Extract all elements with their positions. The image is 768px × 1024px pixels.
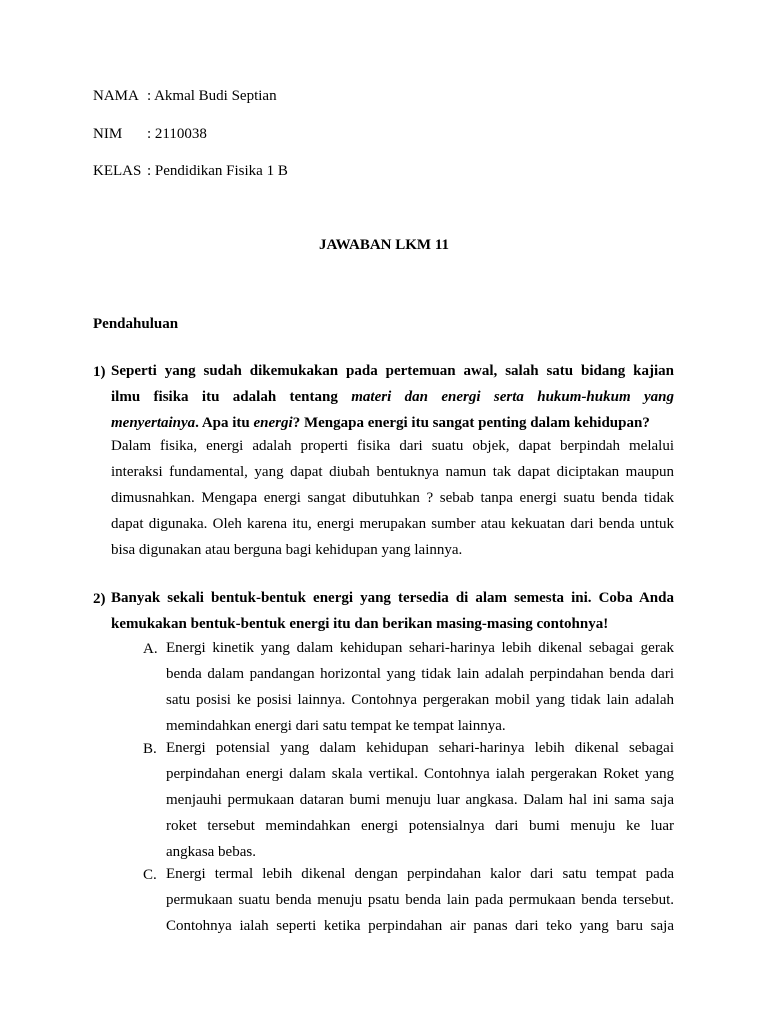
kelas-label: KELAS (93, 163, 142, 179)
q1-question (111, 358, 674, 436)
q1-answer-line: bisa digunakan atau berguna bagi kehidupan yang lainnya. (111, 542, 463, 558)
q1-italic-phrase: materi dan energi serta hukum-hukum yang (351, 389, 674, 405)
item-a-text (166, 635, 674, 739)
q1-line: Seperti yang sudah dikemukakan pada pertemuan awal, salah satu bidang kajian (111, 363, 674, 379)
q1-answer-line: dimusnahkan. Mengapa energi sangat dibutuhkan ? sebab tanpa energi suatu benda tidak (111, 490, 674, 506)
section-heading: Pendahuluan (93, 316, 179, 332)
q2-question (111, 585, 674, 637)
q1-answer-line: Dalam fisika, energi adalah properti fisika dari suatu objek, dapat berpindah melalui (111, 438, 674, 454)
nim-row (93, 125, 207, 143)
item-c-marker: C. (143, 867, 157, 883)
kelas-value: : Pendidikan Fisika 1 B (147, 163, 288, 179)
item-c-text (166, 861, 674, 939)
item-c-line: Contohnya ialah seperti ketika perpindahan air panas dari teko yang baru saja (166, 918, 674, 934)
item-b-line: angkasa bebas. (166, 844, 256, 860)
q1-answer-line: interaksi fundamental, yang dapat diubah bentuknya namun tak dapat diciptakan maupun (111, 464, 674, 480)
item-a-marker: A. (143, 641, 158, 657)
nama-label: NAMA (93, 88, 139, 104)
item-c-line: permukaan suatu benda menuju psatu benda lain pada permukaan benda tersebut. (166, 892, 674, 908)
q2-number: 2) (93, 591, 106, 607)
q2-line: Banyak sekali bentuk-bentuk energi yang tersedia di alam semesta ini. Coba Anda (111, 590, 674, 606)
item-b-text (166, 735, 674, 865)
nama-row (93, 87, 277, 105)
q2-line: kemukakan bentuk-bentuk energi itu dan berikan masing-masing contohnya! (111, 616, 609, 632)
q1-answer-line: dapat digunaka. Oleh karena itu, energi merupakan sumber atau kekuatan dari benda untuk (111, 516, 674, 532)
item-a-line: benda dalam pandangan horizontal yang tidak lain adalah perpindahan benda dari (166, 666, 674, 682)
item-b-line: roket tersebut memindahkan energi potensialnya dari bumi menuju ke luar (166, 818, 674, 834)
document-title: JAWABAN LKM 11 (318, 237, 449, 253)
item-b-line: perpindahan energi dalam skala vertikal. Contohnya ialah pergerakan Roket yang (166, 766, 674, 782)
item-b-marker: B. (143, 741, 157, 757)
nim-value: : 2110038 (147, 126, 207, 142)
item-b-line: Energi potensial yang dalam kehidupan sehari-harinya lebih dikenal sebagai (166, 740, 674, 756)
nim-label: NIM (93, 126, 123, 142)
q1-line: menyertainya. Apa itu energi? Mengapa energi itu sangat penting dalam kehidupan? (111, 415, 650, 431)
item-a-line: satu posisi ke posisi lainnya. Contohnya pergerakan mobil yang tidak lain adalah (166, 692, 674, 708)
item-b-line: menjauhi permukaan dataran bumi menuju luar angkasa. Dalam hal ini sama saja (166, 792, 674, 808)
kelas-row (93, 162, 288, 180)
item-c-line: Energi termal lebih dikenal dengan perpindahan kalor dari satu tempat pada (166, 866, 674, 882)
item-a-line: memindahkan energi dari satu tempat ke tempat lainnya. (166, 718, 506, 734)
q1-line: ilmu fisika itu adalah tentang materi dan energi serta hukum-hukum yang (111, 389, 674, 405)
q1-answer (111, 433, 674, 563)
nama-value: : Akmal Budi Septian (147, 88, 277, 104)
q1-number: 1) (93, 364, 106, 380)
item-a-line: Energi kinetik yang dalam kehidupan sehari-harinya lebih dikenal sebagai gerak (166, 640, 674, 656)
